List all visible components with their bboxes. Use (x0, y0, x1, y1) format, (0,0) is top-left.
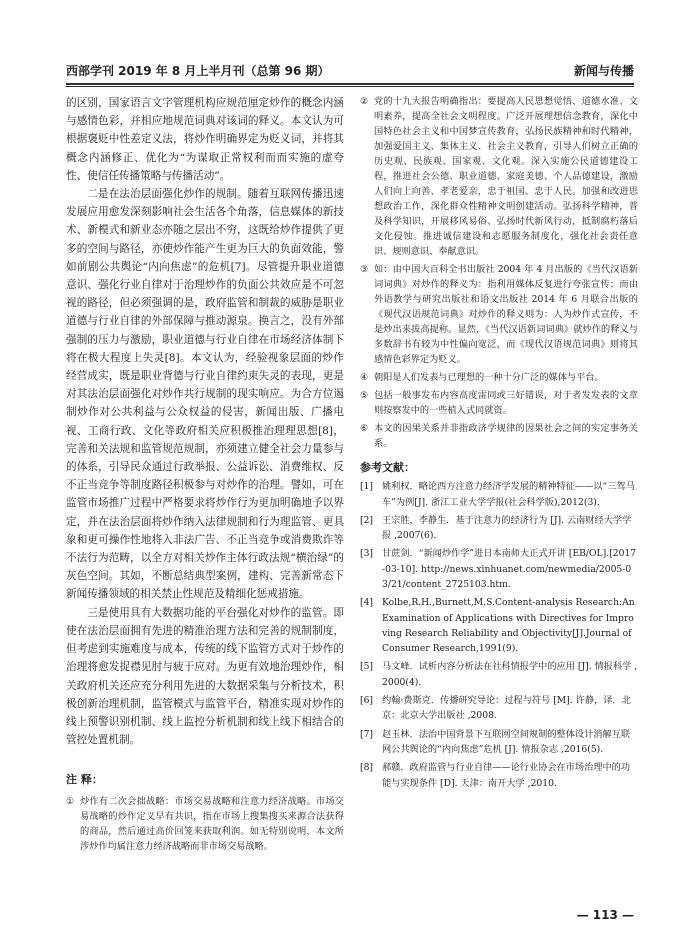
reference-number: [7] (360, 728, 374, 740)
reference-text: 马文峰．试析内容分析法在社科情报学中的应用 [J]. 情报科学 ,2000(4). (382, 661, 638, 688)
reference-text: 赵玉林．法治中国背景下互联网空间规制的整体设计消解互联网公共舆论的“内向焦虑”危机 [J]. 情报杂志 ,2016(5). (382, 728, 631, 755)
footnote-text: 本文的因果关系并非指政济学规律的因果社会之间的实定事务关系。 (374, 423, 638, 449)
reference-item (360, 760, 638, 791)
footnote-number: ① (66, 795, 75, 807)
reference-number: [6] (360, 695, 374, 707)
right-column (360, 94, 638, 794)
notes-heading: 注 释： (66, 773, 103, 787)
footnote (66, 794, 344, 854)
body-paragraph: 二是在法治层面强化炒作的规制。随着互联网传播迅速发展应用愈发深刻影响社会生活各个角落，信息媒体的新技术、新模式和新业态亦随之层出不穷，这既给炒作提供了更多的空间与路径，亦使炒作能产生更为巨大的负面效能，警如前剧公共舆论“内向焦虑”的危机[7]。尽管提升职业道德意识、强化行业自律对于治理炒作的负面公共效应是不可忽视的路径，但必须强调的是，政府监管和制裁的威胁是职业道德与行业自律的外部保障与推动源泉。换言之，没有外部强制的压力与激励，职业道德与行业自律在市场经济体制下将在极大程度上失灵[8]。本文认为，经验视象层面的炒作经营成实，既是职业背德与行业自律约束失灵的表现，更是对其法治层面强化对炒作共行规制的现实响应。为合方位遏制炒作对公共利益与公众权益的侵害，新闻出版、广播电视、工商行政、文化等政府相关应积极推治理理思想[8]，完善和关法规和监管规范规制，亦须建立健全社会力量参与的体系，引导民众通过行政举报、公益诉讼、消费维权、反不正当竞争等制度路径积极参与对炒作的治理。譬如，可在监管市场推广过程中严格要求将炒作行为更加明确地予以界定，并在法治层面将炒作纳入法律规制和行为理监管、更具象和更可操作性地将入非法广告、不正当竞争或消费欺诈等不法行为范畴，以全方对相关炒作主体行政法规“横治绿”的灰色空间。其如，不断总结典型案例，建构、完善新常态下新闻传播领域的相关禁止性规范及精细化惩戒措施。 (66, 188, 344, 601)
body-paragraph: 三是使用具有大数据功能的平台强化对炒作的监管。即使在法治层面拥有先进的精准治理方法和完善的规制制度，但考虑到实施难度与成本，传统的线下监管方式对于炒作的治理将愈发捉襟见肘与疲于应对。为更有效地治理炒作，相关政府机关还应充分利用先进的大数据采集与分析技术，积极创新治理机制，监管模式与监管平台，精准实现对炒作的线上预警识别机制、线上监控分析机制和线上线下相结合的管控处置机制。 (66, 606, 344, 747)
reference-item (360, 659, 638, 690)
reference-text: 姚利权．略论西方注意力经济学发展的精神特征——以“三驾马车”为例[J]. 浙江工业大学学报(社会科学版),2012(3). (382, 481, 635, 508)
page-number: — 113 — (576, 908, 634, 922)
section-title: 新闻与传播 (573, 64, 634, 78)
footnote (360, 262, 638, 367)
reference-item (360, 546, 638, 592)
header-rule-thin (66, 86, 634, 87)
reference-text: Kolbe,R.H.,Burnett,M.S.Content-analysis Research:An Examination of Applications with Directives for Improving Research Reliability and Objectivity[J].Journal of Consumer Research,1991(9). (382, 597, 635, 655)
reference-text: 郝赣．政府监管与行业自律——论行业协会在市场治理中的功能与实现条件 [D]. 天津：南开大学 ,2010. (382, 762, 631, 789)
reference-item (360, 693, 638, 724)
footnote-text: 如：由中国大百科全书出版社 2004 年 4 月出版的《当代汉语新词词典》对炒作的释义为：指利用媒体反复进行夸张宣传；而由外语教学与研究出版社和语文出版社 2014 年 6 月联合出版的《现代汉语规范词典》对炒作的释义则为：人为炒作式宣传，不是炒出来拔高提称。显然，《当代汉语新词词典》就炒作的释义与多数辞书有较为中性偏向宽泛，而《现代汉语规范词典》则将其感情色彩界定为贬义。 (374, 264, 638, 365)
reference-item (360, 727, 638, 758)
footnote-number: ⑥ (360, 423, 369, 434)
header-rule (66, 83, 634, 85)
footnote-number: ④ (360, 372, 369, 383)
reference-number: [2] (360, 514, 374, 526)
body-paragraph: 的区别，国家语言文字管理机构应规范厘定炒作的概念内涵与感情色彩，并相应地规范词典对该词的释义。本文认为可根据褒贬中性差定义法，将炒作明确界定为贬义词，并将其概念内涵修正、优化为“为谋取正常权利而而实施的虚夸性、使信任传播策略与传播活动”。 (66, 97, 344, 182)
reference-item (360, 513, 638, 544)
footnote-number: ⑤ (360, 390, 369, 401)
references-heading: 参考文献： (360, 461, 415, 474)
footnote-text: 炒作有二次会拙战略：市场交易战略和注意力经济战略。市场交易战略的炒作定义早有共识，指在市场上搜集搜买来源合法获得的商品，然后通过高价回笼来获取利润。如无特别说明，本文所涉炒作均属注意力经济战略而非市场交易战略。 (80, 795, 344, 852)
footnote (360, 370, 638, 385)
reference-number: [5] (360, 661, 374, 673)
page-header (0, 0, 700, 90)
reference-number: [3] (360, 548, 374, 560)
reference-item (360, 595, 638, 656)
footnote (360, 94, 638, 259)
footnote-text: 朝阳是人们发表与已理想的一种十分广泛的媒体与平台。 (374, 372, 604, 383)
footnote (360, 388, 638, 418)
reference-text: 约翰·费斯克．传播研究导论：过程与符号 [M]. 许静，译．北京：北京大学出版社 ,2008. (382, 695, 631, 722)
reference-text: 王宗胜，李静生．基于注意力的经济行为 [J]. 云南财经大学学报 ,2007(6). (382, 514, 632, 542)
footnote-text: 党的十九大报告明确指出：要提高人民思想觉悟、道德水准、文明素养，提高全社会文明程度。广泛开展理想信念教育，深化中国特色社会主义和中国梦宣传教育，弘扬民族精神和时代精神，加强爱国主义、集体主义、社会主义教育，引导人们树立正确的历史观、民族观、国家观、文化观。深入实施公民道德建设工程，推进社会公德、职业道德、家庭美德、个人品德建设，激励人们向上向善、孝老爱亲，忠于祖国、忠于人民。加强和改进思想政治工作，深化群众性精神文明创建活动。弘扬科学精神，普及科学知识，开展移风易俗、弘扬时代新风行动，抵制腐朽落后文化侵蚀。推进诚信建设和志愿服务制度化，强化社会责任意识、规则意识、奉献意识。 (374, 96, 638, 257)
reference-item (360, 479, 638, 510)
footnote-text: 包括一般事发布内容高度雷同或三好错误，对于者发发表的文章则按察发中的一些植入式同就资。 (374, 390, 638, 416)
footnote-number: ② (360, 96, 369, 107)
reference-text: 甘蔗剑．“新闻炒作学”进日本南师大正式开讲 [EB/OL].[2017-03-10]. http://news.xinhuanet.com/newmedia/2005-03/21/content_2725103.htm. (382, 548, 637, 590)
footnote-number: ③ (360, 264, 369, 275)
journal-title: 西部学刊 2019 年 8 月上半月刊（总第 96 期） (66, 64, 330, 78)
reference-number: [8] (360, 762, 374, 774)
left-column (66, 94, 344, 857)
reference-number: [4] (360, 597, 374, 609)
footnote (360, 421, 638, 451)
reference-number: [1] (360, 481, 374, 493)
